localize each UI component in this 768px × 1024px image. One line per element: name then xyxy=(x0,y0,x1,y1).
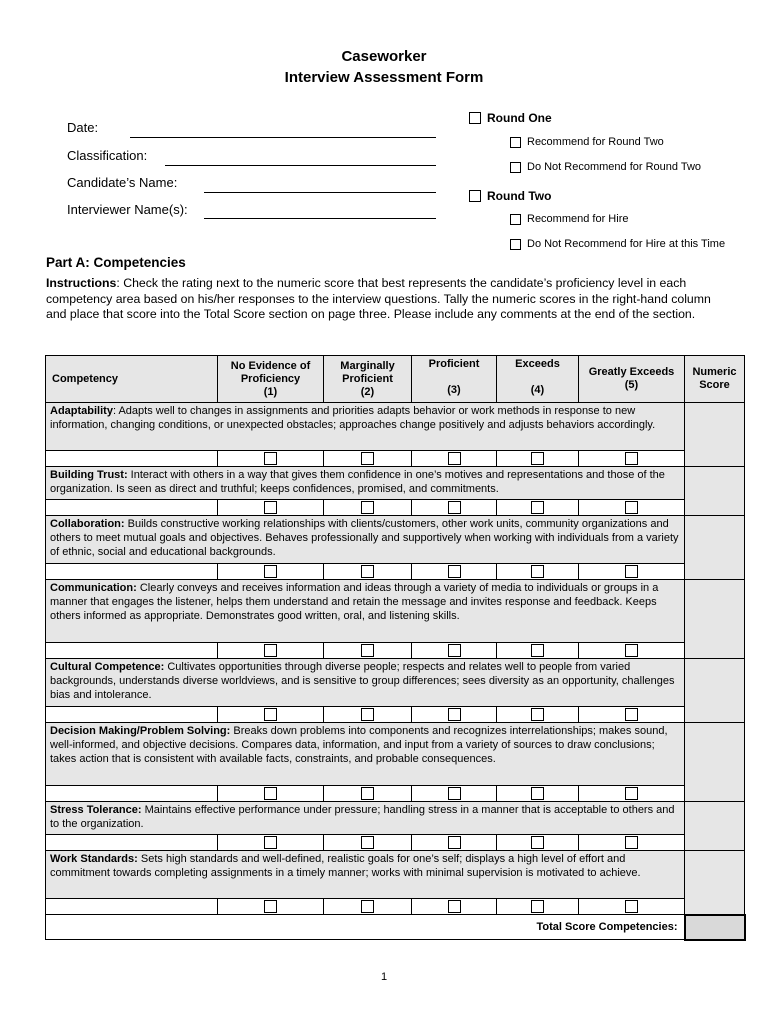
r2-not-recommend-label: Do Not Recommend for Hire at this Time xyxy=(527,238,726,250)
rating-cell-3 xyxy=(412,786,497,802)
competency-row xyxy=(46,802,745,835)
competency-text: Maintains effective performance under pressure; handling stress in a manner that is acceptable to others and to the organization. xyxy=(50,804,675,830)
rating-cell-2 xyxy=(324,564,412,580)
competency-description xyxy=(46,467,685,500)
competency-name: Work Standards: xyxy=(50,853,138,865)
instructions-paragraph xyxy=(46,276,726,323)
rating-cell-5 xyxy=(579,835,685,851)
rating-checkbox-5[interactable] xyxy=(625,900,638,913)
competency-row xyxy=(46,516,745,564)
rating-cell-2 xyxy=(324,899,412,915)
r1-not-recommend-label: Do Not Recommend for Round Two xyxy=(527,161,702,173)
header-rating-5: Greatly Exceeds (5) xyxy=(579,356,685,403)
competency-name: Stress Tolerance: xyxy=(50,804,142,816)
competency-description xyxy=(46,851,685,899)
r2-recommend-option[interactable] xyxy=(510,213,628,225)
rating-checkbox-1[interactable] xyxy=(264,836,277,849)
rating-checkbox-2[interactable] xyxy=(361,836,374,849)
rating-checkbox-5[interactable] xyxy=(625,565,638,578)
rating-row xyxy=(46,643,745,659)
numeric-score-cell[interactable] xyxy=(685,851,745,915)
rating-checkbox-1[interactable] xyxy=(264,452,277,465)
rating-row-label-cell xyxy=(46,786,218,802)
competency-row xyxy=(46,659,745,707)
rating-cell-5 xyxy=(579,564,685,580)
competency-row xyxy=(46,467,745,500)
competency-description xyxy=(46,659,685,707)
rating-row xyxy=(46,786,745,802)
rating-checkbox-5[interactable] xyxy=(625,708,638,721)
rating-cell-2 xyxy=(324,835,412,851)
r2-not-recommend-checkbox[interactable] xyxy=(510,239,521,250)
rating-checkbox-1[interactable] xyxy=(264,565,277,578)
rating-cell-3 xyxy=(412,707,497,723)
rating-row xyxy=(46,451,745,467)
rating-cell-1 xyxy=(218,564,324,580)
header-rating-4: Exceeds (4) xyxy=(497,356,579,403)
rating-cell-4 xyxy=(497,451,579,467)
competency-text: Breaks down problems into components and recognizes interrelationships; makes sound, well-informed, and objective decisions. Compares data, information, and input from a variety of sources to draw conclusions; takes action that is consistent with available facts, constraints, and probable consequences. xyxy=(50,725,668,765)
numeric-score-cell[interactable] xyxy=(685,467,745,516)
rating-checkbox-3[interactable] xyxy=(448,787,461,800)
total-score-label: Total Score Competencies: xyxy=(46,915,685,940)
rating-row-label-cell xyxy=(46,500,218,516)
competency-description xyxy=(46,516,685,564)
competency-text: Sets high standards and well-defined, realistic goals for one’s self; displays a high level of effort and commitment towards completing assignments in a timely manner; works with minimal supervision is motivated to achieve. xyxy=(50,853,641,879)
competency-row xyxy=(46,580,745,643)
numeric-score-cell[interactable] xyxy=(685,723,745,802)
competency-text: Builds constructive working relationships with clients/customers, other work units, community organizations and others to meet mutual goals and objectives. Behaves professionally and supportively when working with individuals from a variety of ethnic, social and educational backgrounds. xyxy=(50,518,679,558)
competency-name: Decision Making/Problem Solving: xyxy=(50,725,231,737)
rating-cell-4 xyxy=(497,564,579,580)
rating-checkbox-4[interactable] xyxy=(531,644,544,657)
competency-row xyxy=(46,403,745,451)
rating-checkbox-2[interactable] xyxy=(361,644,374,657)
rating-checkbox-2[interactable] xyxy=(361,708,374,721)
rating-checkbox-4[interactable] xyxy=(531,836,544,849)
rating-cell-3 xyxy=(412,643,497,659)
r2-not-recommend-option[interactable] xyxy=(510,238,725,250)
header-rating-2: Marginally Proficient (2) xyxy=(324,356,412,403)
rating-cell-4 xyxy=(497,899,579,915)
r1-not-recommend-checkbox[interactable] xyxy=(510,162,521,173)
competency-description xyxy=(46,580,685,643)
total-row xyxy=(46,915,745,940)
rating-cell-4 xyxy=(497,835,579,851)
competency-text: Adapts well to changes in assignments and priorities adapts behavior or work methods in response to new information, changing conditions, or unexpected obstacles; approaches change positively and adjusts behaviors accordingly. xyxy=(50,405,656,431)
classification-field[interactable] xyxy=(165,165,436,166)
rating-row-label-cell xyxy=(46,643,218,659)
rating-checkbox-5[interactable] xyxy=(625,452,638,465)
rating-cell-5 xyxy=(579,707,685,723)
rating-cell-4 xyxy=(497,707,579,723)
numeric-score-cell[interactable] xyxy=(685,403,745,467)
rating-cell-1 xyxy=(218,835,324,851)
rating-checkbox-5[interactable] xyxy=(625,644,638,657)
rating-checkbox-1[interactable] xyxy=(264,787,277,800)
rating-checkbox-1[interactable] xyxy=(264,900,277,913)
round-one-label: Round One xyxy=(487,111,552,125)
competency-text: Interact with others in a way that gives them confidence in one’s motives and representations and those of the organization. Is seen as direct and truthful; keeps confidences, promised, and commitments. xyxy=(50,469,665,495)
r2-recommend-label: Recommend for Hire xyxy=(527,213,629,225)
rating-row-label-cell xyxy=(46,564,218,580)
instructions-label: Instructions xyxy=(46,276,117,290)
round-two-checkbox[interactable] xyxy=(469,190,481,202)
r1-recommend-option[interactable] xyxy=(510,136,664,148)
page-number: 1 xyxy=(380,971,388,983)
rating-checkbox-2[interactable] xyxy=(361,565,374,578)
rating-cell-1 xyxy=(218,500,324,516)
competency-name: Adaptability xyxy=(50,405,113,417)
competency-description xyxy=(46,802,685,835)
header-rating-3: Proficient (3) xyxy=(412,356,497,403)
date-label: Date: xyxy=(67,120,99,135)
round-two-label: Round Two xyxy=(487,189,552,203)
rating-checkbox-3[interactable] xyxy=(448,452,461,465)
rating-cell-5 xyxy=(579,786,685,802)
rating-cell-1 xyxy=(218,451,324,467)
r1-recommend-label: Recommend for Round Two xyxy=(527,136,664,148)
total-score-field[interactable] xyxy=(685,915,745,940)
rating-cell-2 xyxy=(324,707,412,723)
round-one-option[interactable] xyxy=(469,111,552,125)
rating-cell-1 xyxy=(218,899,324,915)
competency-row xyxy=(46,851,745,899)
rating-checkbox-4[interactable] xyxy=(531,708,544,721)
rating-cell-1 xyxy=(218,786,324,802)
header-competency: Competency xyxy=(46,356,218,403)
numeric-score-cell[interactable] xyxy=(685,802,745,851)
rating-cell-4 xyxy=(497,500,579,516)
rating-cell-5 xyxy=(579,500,685,516)
rating-cell-4 xyxy=(497,643,579,659)
rating-checkbox-2[interactable] xyxy=(361,900,374,913)
competency-name: Collaboration: xyxy=(50,518,125,530)
rating-cell-1 xyxy=(218,707,324,723)
competency-text: Cultivates opportunities through diverse people; respects and relates well to people from varied backgrounds, understands diverse worldviews, and is sensitive to group differences; sees diversity as an opportunity, challenges bias and intolerance. xyxy=(50,661,675,701)
rating-cell-3 xyxy=(412,500,497,516)
rating-row-label-cell xyxy=(46,451,218,467)
rating-row xyxy=(46,564,745,580)
competency-text: Clearly conveys and receives information and ideas through a variety of media to individuals or groups in a manner that engages the listener, helps them understand and retain the message and invites response and feedback. Keeps others informed as appropriate. Demonstrates good written, oral, and listening skills. xyxy=(50,582,659,622)
table-header-row xyxy=(46,356,745,403)
competency-row xyxy=(46,723,745,786)
rating-checkbox-3[interactable] xyxy=(448,708,461,721)
interviewer-names-label: Interviewer Name(s): xyxy=(67,202,188,217)
rating-cell-2 xyxy=(324,500,412,516)
rating-checkbox-4[interactable] xyxy=(531,900,544,913)
round-one-checkbox[interactable] xyxy=(469,112,481,124)
rating-row-label-cell xyxy=(46,899,218,915)
competency-separator: : xyxy=(112,405,119,417)
rating-cell-5 xyxy=(579,899,685,915)
rating-cell-3 xyxy=(412,451,497,467)
rating-checkbox-2[interactable] xyxy=(361,452,374,465)
competency-name: Communication: xyxy=(50,582,137,594)
rating-checkbox-4[interactable] xyxy=(531,565,544,578)
rating-checkbox-4[interactable] xyxy=(531,787,544,800)
rating-checkbox-5[interactable] xyxy=(625,836,638,849)
rating-checkbox-4[interactable] xyxy=(531,452,544,465)
r1-not-recommend-option[interactable] xyxy=(510,161,701,173)
rating-checkbox-3[interactable] xyxy=(448,900,461,913)
rating-checkbox-3[interactable] xyxy=(448,565,461,578)
rating-cell-4 xyxy=(497,786,579,802)
form-title-line1: Caseworker xyxy=(341,48,427,65)
rating-cell-3 xyxy=(412,564,497,580)
header-rating-1: No Evidence of Proficiency (1) xyxy=(218,356,324,403)
classification-label: Classification: xyxy=(67,148,148,163)
numeric-score-cell[interactable] xyxy=(685,580,745,659)
competency-table xyxy=(45,355,746,941)
rating-checkbox-1[interactable] xyxy=(264,708,277,721)
competency-table-wrapper xyxy=(45,355,746,941)
rating-checkbox-3[interactable] xyxy=(448,501,461,514)
competency-name: Building Trust: xyxy=(50,469,128,481)
r2-recommend-checkbox[interactable] xyxy=(510,214,521,225)
rating-checkbox-3[interactable] xyxy=(448,644,461,657)
rating-checkbox-2[interactable] xyxy=(361,501,374,514)
competency-description xyxy=(46,723,685,786)
rating-cell-2 xyxy=(324,451,412,467)
rating-checkbox-4[interactable] xyxy=(531,501,544,514)
competency-table-body xyxy=(46,403,745,915)
part-a-title: Part A: Competencies xyxy=(46,255,186,270)
rating-cell-5 xyxy=(579,643,685,659)
rating-cell-2 xyxy=(324,643,412,659)
form-title-line2: Interview Assessment Form xyxy=(284,69,484,86)
rating-row xyxy=(46,899,745,915)
candidate-name-label: Candidate’s Name: xyxy=(67,175,178,190)
rating-cell-3 xyxy=(412,899,497,915)
numeric-score-cell[interactable] xyxy=(685,516,745,580)
rating-row xyxy=(46,500,745,516)
rating-cell-1 xyxy=(218,643,324,659)
rating-row-label-cell xyxy=(46,707,218,723)
r1-recommend-checkbox[interactable] xyxy=(510,137,521,148)
round-two-option[interactable] xyxy=(469,189,551,203)
header-numeric-score: Numeric Score xyxy=(685,356,745,403)
date-field[interactable] xyxy=(130,137,436,138)
rating-checkbox-5[interactable] xyxy=(625,501,638,514)
competency-name: Cultural Competence: xyxy=(50,661,165,673)
rating-cell-5 xyxy=(579,451,685,467)
rating-row-label-cell xyxy=(46,835,218,851)
interviewer-names-field[interactable] xyxy=(204,218,436,219)
rating-cell-2 xyxy=(324,786,412,802)
rating-checkbox-5[interactable] xyxy=(625,787,638,800)
rating-checkbox-1[interactable] xyxy=(264,644,277,657)
instructions-text: : Check the rating next to the numeric score that best represents the candidate’s proficiency level in each competency area based on his/her responses to the interview questions. Tally the numeric scores in the right-hand column and place that score into the Total Score section on page three. Please include any comments at the end of the section. xyxy=(46,276,711,321)
rating-checkbox-2[interactable] xyxy=(361,787,374,800)
rating-cell-3 xyxy=(412,835,497,851)
rating-checkbox-3[interactable] xyxy=(448,836,461,849)
numeric-score-cell[interactable] xyxy=(685,659,745,723)
rating-checkbox-1[interactable] xyxy=(264,501,277,514)
candidate-name-field[interactable] xyxy=(204,192,436,193)
rating-row xyxy=(46,707,745,723)
competency-description xyxy=(46,403,685,451)
rating-row xyxy=(46,835,745,851)
